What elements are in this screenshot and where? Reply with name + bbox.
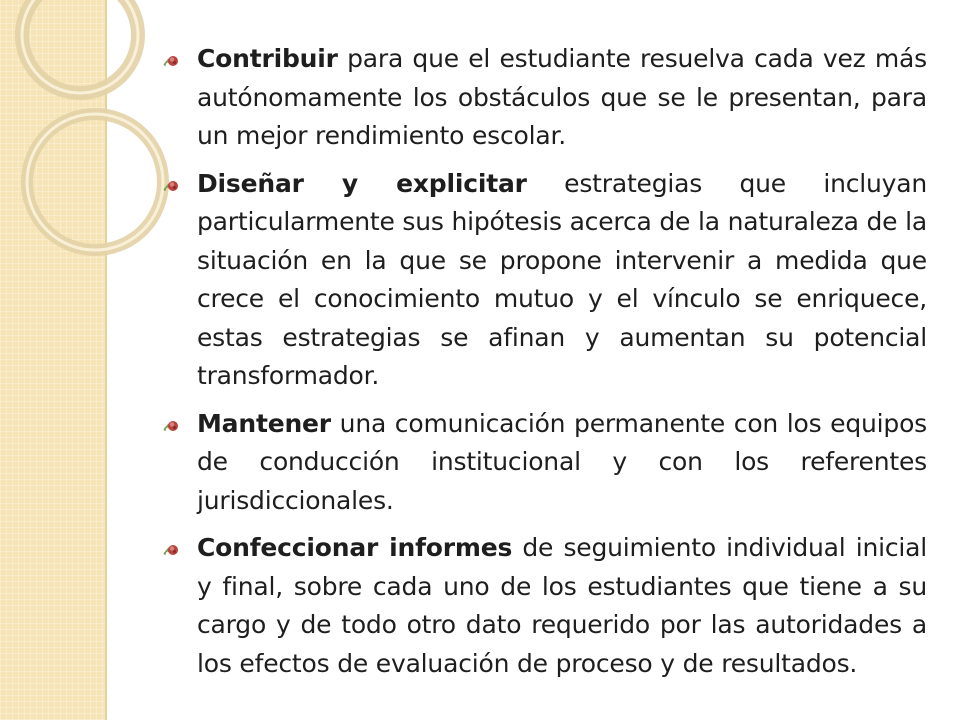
list-item: [163, 529, 927, 683]
list-item: [163, 165, 927, 396]
bullet-body: una comunicación permanente con los equipos de conducción institucional y con los referentes jurisdiccionales.: [197, 408, 928, 515]
list-item: [163, 40, 927, 156]
flower-bullet-icon: [163, 179, 179, 193]
bullet-paragraph: [197, 405, 927, 521]
flower-bullet-icon: [163, 419, 179, 433]
bullet-body: estrategias que incluyan particularmente sus hipótesis acerca de la naturaleza de la situación en la que se propone intervenir a medida que crece el conocimiento mutuo y el vínculo se enriquece, estas estrategias se afinan y aumentan su potencial transformador.: [197, 168, 928, 390]
bullet-term: Mantener: [197, 408, 331, 438]
bullet-list: [163, 40, 927, 692]
bullet-paragraph: [197, 529, 927, 683]
bullet-term: Diseñar y explicitar: [197, 168, 527, 198]
bullet-paragraph: [197, 40, 927, 156]
bullet-paragraph: [197, 165, 927, 396]
flower-bullet-icon: [163, 543, 179, 557]
bullet-body: para que el estudiante resuelva cada vez más autónomamente los obstáculos que se le presentan, para un mejor rendimiento escolar.: [197, 44, 927, 150]
flower-bullet-icon: [163, 54, 179, 68]
list-item: [163, 405, 927, 521]
bullet-body: de seguimiento individual inicial y final, sobre cada uno de los estudiantes que tiene a su cargo y de todo otro dato requerido por las autoridades a los efectos de evaluación de proceso y de resultados.: [197, 533, 928, 678]
bullet-term: Confeccionar informes: [197, 533, 513, 562]
bullet-term: Contribuir: [197, 44, 338, 73]
